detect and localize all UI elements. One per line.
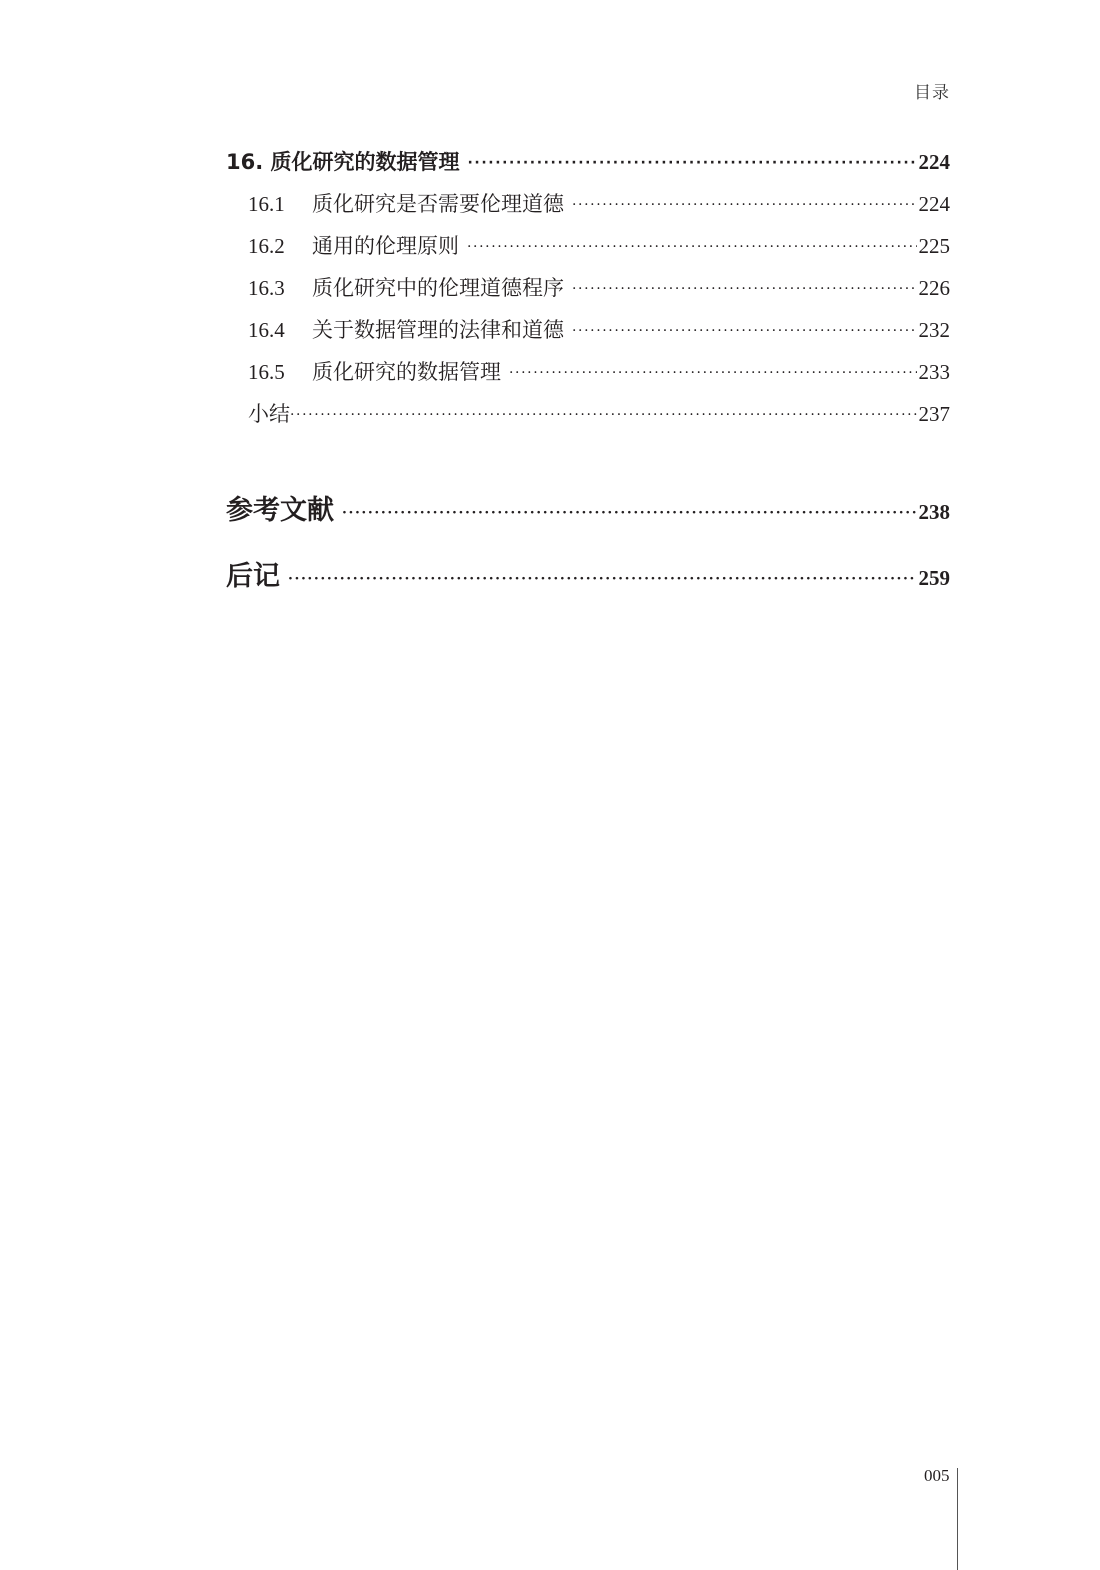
toc-section-16-5[interactable] (226, 356, 950, 386)
page-ref: 237 (918, 402, 950, 426)
page-ref: 226 (918, 276, 950, 300)
toc-references[interactable] (226, 488, 950, 527)
page-ref: 233 (918, 360, 950, 384)
page-ref: 224 (918, 192, 950, 216)
page-number: 005 (924, 1466, 950, 1485)
toc-chapter-16[interactable] (226, 146, 950, 176)
summary-title: 小结 (248, 402, 290, 426)
dot-leader (572, 281, 917, 297)
chapter-title: 16. 质化研究的数据管理 (226, 150, 460, 174)
section-title: 关于数据管理的法律和道德 (312, 318, 564, 342)
section-number: 16.4 (248, 318, 285, 342)
dot-leader (572, 197, 917, 213)
toc-section-16-4[interactable] (226, 314, 950, 344)
section-number: 16.2 (248, 234, 285, 258)
margin-rule (957, 1468, 958, 1570)
page-ref: 238 (918, 500, 950, 524)
section-title: 质化研究中的伦理道德程序 (312, 276, 564, 300)
section-number: 16.3 (248, 276, 285, 300)
page-ref: 225 (918, 234, 950, 258)
dot-leader (468, 155, 917, 171)
dot-leader (290, 407, 917, 423)
page-ref: 232 (918, 318, 950, 342)
section-title: 通用的伦理原则 (312, 234, 459, 258)
dot-leader (342, 505, 917, 521)
dot-leader (467, 239, 917, 255)
toc-section-16-1[interactable] (226, 188, 950, 218)
references-title: 参考文献 (226, 495, 334, 526)
toc-section-16-3[interactable] (226, 272, 950, 302)
section-number: 16.5 (248, 360, 285, 384)
toc-afterword[interactable] (226, 554, 950, 593)
section-title: 质化研究的数据管理 (312, 360, 501, 384)
page-ref: 224 (918, 150, 950, 174)
section-title: 质化研究是否需要伦理道德 (312, 192, 564, 216)
dot-leader (288, 571, 917, 587)
dot-leader (572, 323, 917, 339)
afterword-title: 后记 (226, 561, 280, 592)
running-head: 目录 (914, 83, 950, 103)
dot-leader (509, 365, 917, 381)
section-number: 16.1 (248, 192, 285, 216)
toc-section-16-2[interactable] (226, 230, 950, 260)
page-ref: 259 (918, 566, 950, 590)
toc-summary[interactable] (226, 398, 950, 428)
